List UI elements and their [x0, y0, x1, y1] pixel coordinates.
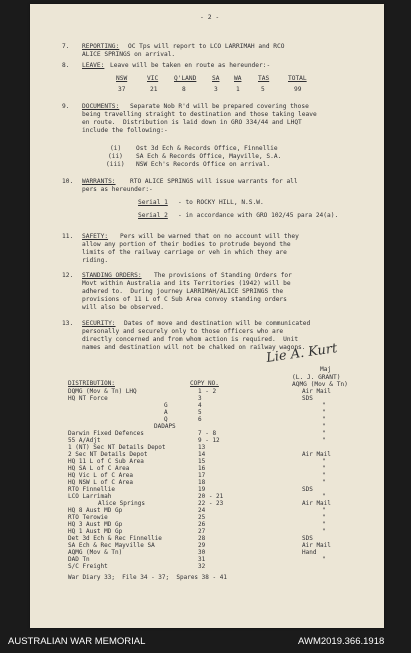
distribution-method: Hand: [302, 549, 317, 556]
leave-header: Q'LAND: [174, 75, 197, 82]
signatory-rank: Maj: [320, 366, 332, 373]
distribution-copy-number: 31: [198, 556, 206, 563]
leave-value: 5: [261, 86, 265, 93]
leave-value: 99: [294, 86, 302, 93]
distribution-copy-number: 7 - 8: [198, 430, 217, 437]
leave-value: 21: [150, 86, 158, 93]
distribution-copy-number: 13: [198, 444, 206, 451]
distribution-unit: HQ NT Force: [68, 395, 108, 402]
item-10-number: 10.: [62, 178, 74, 185]
distribution-method: ": [322, 521, 326, 528]
distribution-copy-number: 27: [198, 528, 206, 535]
document-page: [30, 4, 384, 628]
distribution-unit: Alice Springs: [98, 500, 145, 507]
item-12-line: provisions of 11 L of C Sub Area convoy standing orders: [82, 296, 287, 303]
distribution-unit: HQ 3 Aust MD Gp: [68, 521, 123, 528]
item-13-heading: SECURITY:: [82, 320, 116, 327]
distribution-copy-number: 30: [198, 549, 206, 556]
distribution-unit: HQ Vic L of C Area: [68, 472, 134, 479]
distribution-method: ": [322, 528, 326, 535]
item-11-line: limits of the railway carriage or veh in which they are: [82, 249, 287, 256]
distribution-unit: HQ NSW L of C Area: [68, 479, 134, 486]
distribution-unit: DADAPS: [154, 423, 176, 430]
distribution-unit: HQ 11 L of C Sub Area: [68, 458, 144, 465]
distribution-method: Air Mail: [302, 500, 331, 507]
distribution-copy-number: 25: [198, 514, 206, 521]
signatory-name: (L. J. GRANT): [292, 374, 341, 381]
distribution-unit: 1 (NT) Sec NT Details Depot: [68, 444, 166, 451]
document-list-number: (ii): [108, 153, 123, 160]
item-11-line: Pers will be warned that on no account will they: [120, 233, 299, 240]
item-8-number: 8.: [62, 62, 70, 69]
distribution-unit: HQ 1 Aust MD Gp: [68, 528, 123, 535]
item-12-heading: STANDING ORDERS:: [82, 272, 142, 279]
item-13-line: directly concerned and from whom action is required. Unit: [82, 336, 299, 343]
distribution-unit: 55 A/Adjt: [68, 437, 101, 444]
distribution-copy-number: 28: [198, 535, 206, 542]
distribution-unit: DAD Tn: [68, 556, 90, 563]
item-7-heading: REPORTING:: [82, 43, 120, 50]
leave-value: 8: [182, 86, 186, 93]
item-9-number: 9.: [62, 103, 70, 110]
distribution-method: Air Mail: [302, 388, 331, 395]
document-list-number: (i): [110, 145, 122, 152]
item-7-line: OC Tps will report to LCO LARRIMAH and RCO: [128, 43, 285, 50]
distribution-unit: A: [164, 409, 168, 416]
distribution-heading: DISTRIBUTION:: [68, 380, 115, 387]
item-8-line: Leave will be taken en route as hereunder:-: [110, 62, 271, 69]
item-11-line: riding.: [82, 257, 109, 264]
distribution-copy-number: 3: [198, 395, 202, 402]
leave-header: TAS: [258, 75, 270, 82]
distribution-footer: War Diary 33; File 34 - 37; Spares 38 - 41: [68, 574, 227, 581]
archive-footer: [0, 632, 411, 653]
item-13-number: 13.: [62, 320, 74, 327]
distribution-copy-number: 5: [198, 409, 202, 416]
serial-text: - to ROCKY HILL, N.S.W.: [178, 199, 264, 206]
distribution-unit: Darwin Fixed Defences: [68, 430, 144, 437]
distribution-method: SDS: [302, 395, 313, 402]
distribution-method: ": [322, 458, 326, 465]
copy-number-heading: COPY NO.: [190, 380, 219, 387]
item-11-heading: SAFETY:: [82, 233, 109, 240]
item-13-line: personally and securely only to those officers who are: [82, 328, 284, 335]
item-10-line: pers as hereunder:-: [82, 186, 153, 193]
item-9-line: en route. Distribution is laid down in GRO 334/44 and LHQT: [82, 119, 302, 126]
distribution-method: ": [322, 465, 326, 472]
distribution-unit: RTO Finnellie: [68, 486, 115, 493]
distribution-unit: S/C Freight: [68, 563, 108, 570]
distribution-method: ": [322, 479, 326, 486]
leave-value: 3: [214, 86, 218, 93]
distribution-unit: HQ 8 Aust MD Gp: [68, 507, 123, 514]
distribution-method: ": [322, 514, 326, 521]
distribution-unit: Det 3d Ech & Rec Finnellie: [68, 535, 162, 542]
distribution-copy-number: 32: [198, 563, 206, 570]
distribution-unit: G: [164, 402, 168, 409]
serial-text: - in accordance with GRO 102/45 para 24(a).: [178, 212, 339, 219]
handwritten-signature: Lie A. Kurt: [265, 341, 339, 366]
distribution-copy-number: 24: [198, 507, 206, 514]
item-7-line: ALICE SPRINGS on arrival.: [82, 51, 176, 58]
document-list-item: Ost 3d Ech & Records Office, Finnellie: [136, 145, 278, 152]
distribution-unit: DQMG (Mov & Tn) LHQ: [68, 388, 137, 395]
item-10-line: RTO ALICE SPRINGS will issue warrants for all: [130, 178, 298, 185]
item-13-line: names and destination will not be chalked on railway wagons.: [82, 344, 306, 351]
distribution-method: SDS: [302, 486, 313, 493]
item-12-line: will also be observed.: [82, 304, 164, 311]
serial-label: Serial 1: [138, 199, 168, 206]
leave-value: 37: [118, 86, 126, 93]
item-8-heading: LEAVE:: [82, 62, 105, 69]
distribution-copy-number: 18: [198, 479, 206, 486]
leave-header: NSW: [116, 75, 128, 82]
item-12-line: Movt within Australia and its Territories (1942) will be: [82, 280, 291, 287]
distribution-method: ": [322, 556, 326, 563]
distribution-unit: AQMG (Mov & Tn): [68, 549, 123, 556]
document-list-item: SA Ech & Records Office, Mayville, S.A.: [136, 153, 282, 160]
leave-value: 1: [236, 86, 240, 93]
item-7-number: 7.: [62, 43, 70, 50]
leave-header: SA: [212, 75, 220, 82]
distribution-method: ": [322, 472, 326, 479]
leave-header: VIC: [147, 75, 159, 82]
distribution-copy-number: 29: [198, 542, 206, 549]
distribution-copy-number: 15: [198, 458, 206, 465]
distribution-copy-number: 1 - 2: [198, 388, 217, 395]
item-12-line: The provisions of Standing Orders for: [154, 272, 292, 279]
distribution-unit: Q: [164, 416, 168, 423]
item-10-heading: WARRANTS:: [82, 178, 116, 185]
distribution-method: ": [322, 416, 326, 423]
distribution-unit: 2 Sec NT Details Depot: [68, 451, 148, 458]
distribution-copy-number: 14: [198, 451, 206, 458]
item-11-line: allow any portion of their bodies to protrude beyond the: [82, 241, 291, 248]
distribution-unit: LCO Larrimah: [68, 493, 112, 500]
leave-header: WA: [234, 75, 242, 82]
footer-institution: AUSTRALIAN WAR MEMORIAL: [8, 636, 146, 647]
item-12-number: 12.: [62, 272, 74, 279]
item-9-line: Separate Nob R'd will be prepared covering those: [130, 103, 309, 110]
distribution-method: ": [322, 430, 326, 437]
item-11-number: 11.: [62, 233, 74, 240]
page-number: - 2 -: [200, 13, 220, 21]
distribution-method: ": [322, 409, 326, 416]
distribution-method: Air Mail: [302, 542, 331, 549]
signatory-role: AQMG (Mov & Tn): [292, 381, 348, 388]
distribution-method: SDS: [302, 535, 313, 542]
distribution-method: ": [322, 423, 326, 430]
distribution-method: ": [322, 402, 326, 409]
distribution-copy-number: 16: [198, 465, 206, 472]
distribution-unit: RTO Terowie: [68, 514, 108, 521]
leave-header: TOTAL: [288, 75, 307, 82]
item-9-heading: DOCUMENTS:: [82, 103, 120, 110]
distribution-method: Air Mail: [302, 451, 331, 458]
distribution-copy-number: 6: [198, 416, 202, 423]
distribution-copy-number: 19: [198, 486, 206, 493]
distribution-copy-number: 22 - 23: [198, 500, 224, 507]
distribution-copy-number: 9 - 12: [198, 437, 220, 444]
distribution-copy-number: 20 - 21: [198, 493, 224, 500]
document-list-item: NSW Ech's Records Office on arrival.: [136, 161, 271, 168]
distribution-method: ": [322, 437, 326, 444]
item-12-line: adhered to. During journey LARRIMAH/ALICE SPRINGS the: [82, 288, 284, 295]
item-9-line: being travelling straight to destination and those taking leave: [82, 111, 317, 118]
document-list-number: (iii): [106, 161, 125, 168]
distribution-method: ": [322, 507, 326, 514]
footer-accession-number: AWM2019.366.1918: [298, 636, 385, 647]
distribution-method: ": [322, 493, 326, 500]
item-13-line: Dates of move and destination will be communicated: [124, 320, 311, 327]
distribution-unit: HQ SA L of C Area: [68, 465, 130, 472]
distribution-unit: SA Ech & Rec Mayville SA: [68, 542, 155, 549]
serial-label: Serial 2: [138, 212, 168, 219]
item-9-line: include the following:-: [82, 127, 168, 134]
distribution-copy-number: 26: [198, 521, 206, 528]
distribution-copy-number: 17: [198, 472, 206, 479]
distribution-copy-number: 4: [198, 402, 202, 409]
